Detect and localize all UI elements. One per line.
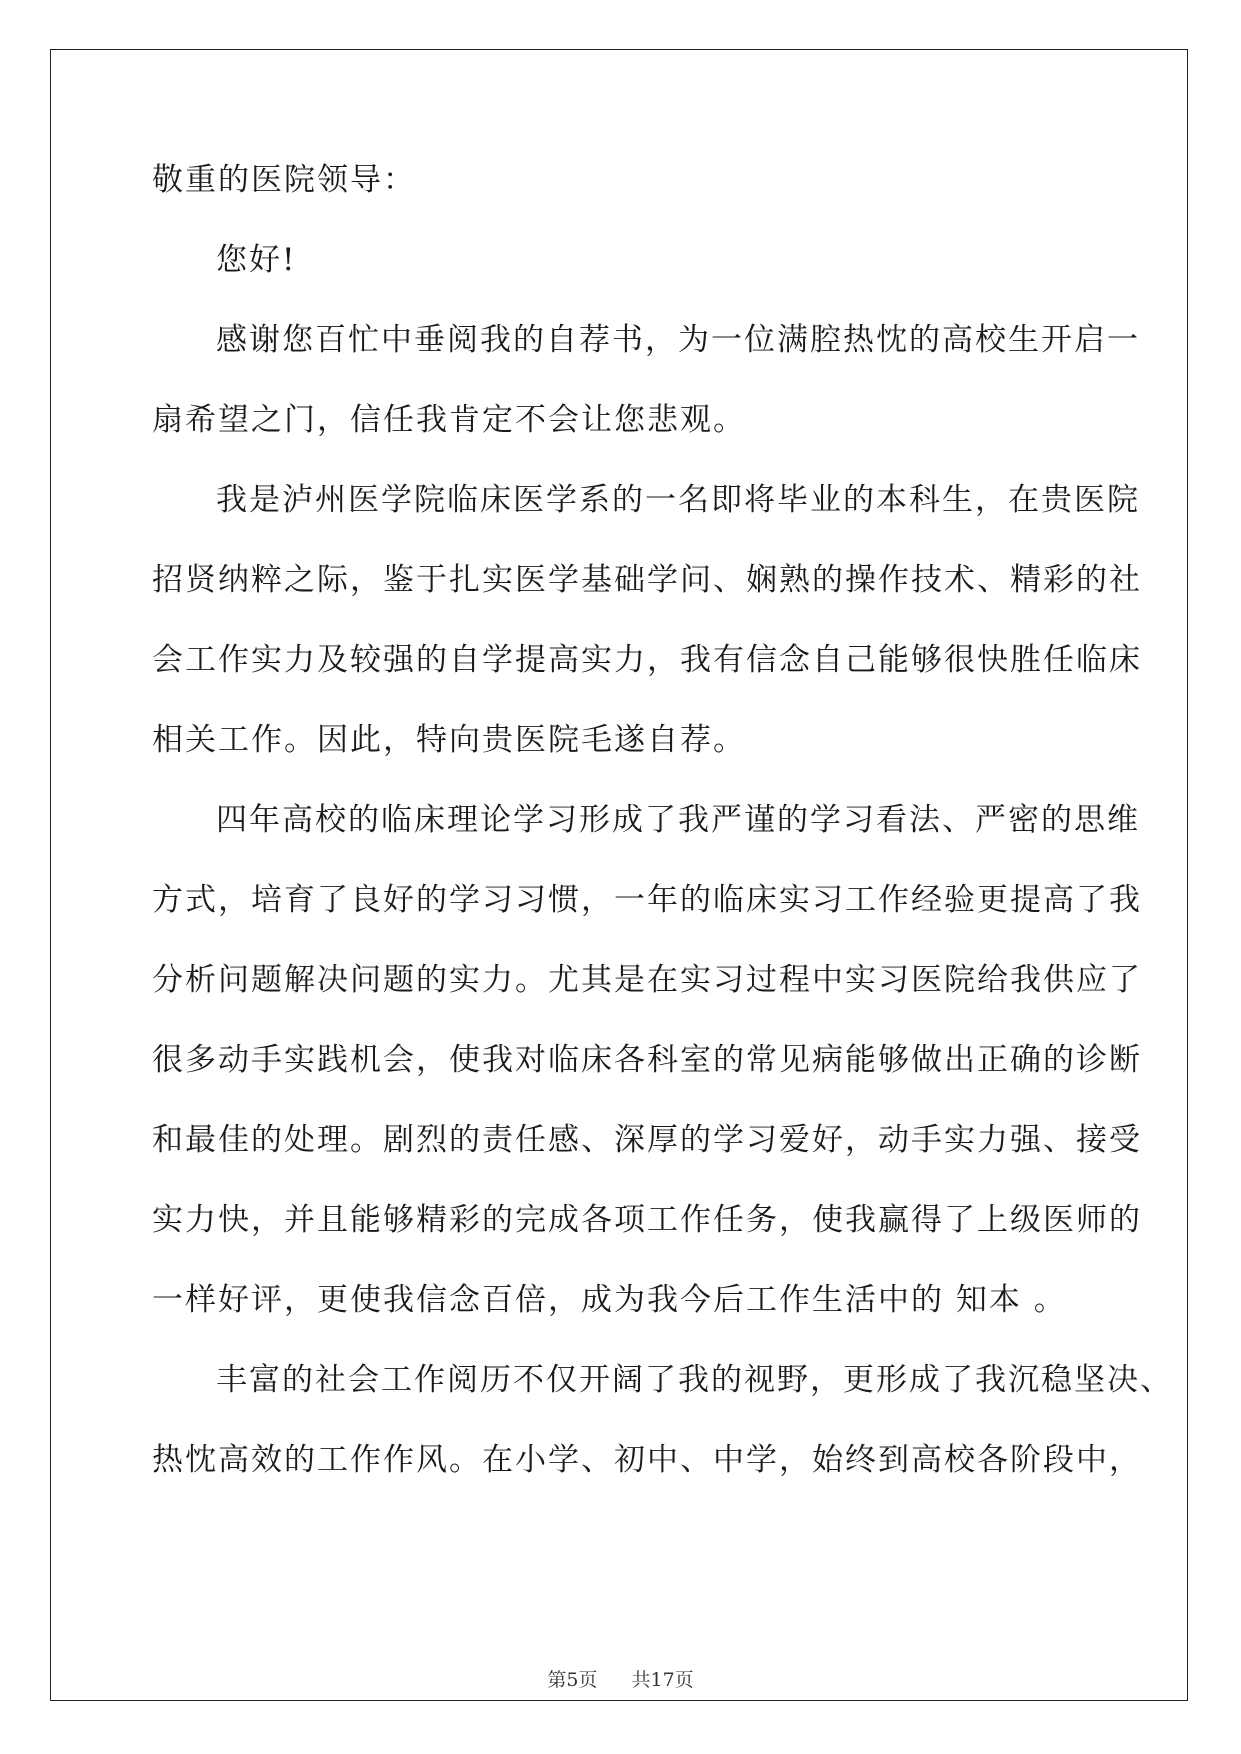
paragraph-line: 热忱高效的工作作风。在小学、初中、中学，始终到高校各阶段中， — [152, 1442, 1142, 1478]
paragraph-line: 四年高校的临床理论学习形成了我严谨的学习看法、严密的思维 — [216, 802, 1140, 838]
paragraph-line: 一样好评，更使我信念百倍，成为我今后工作生活中的 知本 。 — [152, 1282, 1067, 1318]
paragraph-line: 我是泸州医学院临床医学系的一名即将毕业的本科生，在贵医院 — [216, 482, 1140, 518]
page-footer — [0, 1665, 1241, 1692]
greeting: 您好! — [216, 242, 297, 278]
paragraph-line: 丰富的社会工作阅历不仅开阔了我的视野，更形成了我沉稳坚决、 — [216, 1362, 1173, 1398]
paragraph-line: 扇希望之门，信任我肯定不会让您悲观。 — [152, 402, 746, 438]
page-total: 共17页 — [631, 1669, 694, 1691]
paragraph-line: 很多动手实践机会，使我对临床各科室的常见病能够做出正确的诊断 — [152, 1042, 1142, 1078]
paragraph-line: 感谢您百忙中垂阅我的自荐书，为一位满腔热忱的高校生开启一 — [216, 322, 1140, 358]
paragraph-line: 实力快，并且能够精彩的完成各项工作任务，使我赢得了上级医师的 — [152, 1202, 1142, 1238]
paragraph-line: 方式，培育了良好的学习习惯，一年的临床实习工作经验更提高了我 — [152, 882, 1142, 918]
letter-body — [152, 162, 1173, 1523]
paragraph-line: 相关工作。因此，特向贵医院毛遂自荐。 — [152, 722, 746, 758]
paragraph-line: 分析问题解决问题的实力。尤其是在实习过程中实习医院给我供应了 — [152, 962, 1142, 998]
page-number: 第5页 — [547, 1669, 598, 1691]
paragraph-line: 招贤纳粹之际，鉴于扎实医学基础学问、娴熟的操作技术、精彩的社 — [152, 562, 1142, 598]
paragraph-line: 会工作实力及较强的自学提高实力，我有信念自己能够很快胜任临床 — [152, 642, 1142, 678]
paragraph-line: 和最佳的处理。剧烈的责任感、深厚的学习爱好，动手实力强、接受 — [152, 1122, 1142, 1158]
salutation: 敬重的医院领导： — [152, 162, 416, 198]
